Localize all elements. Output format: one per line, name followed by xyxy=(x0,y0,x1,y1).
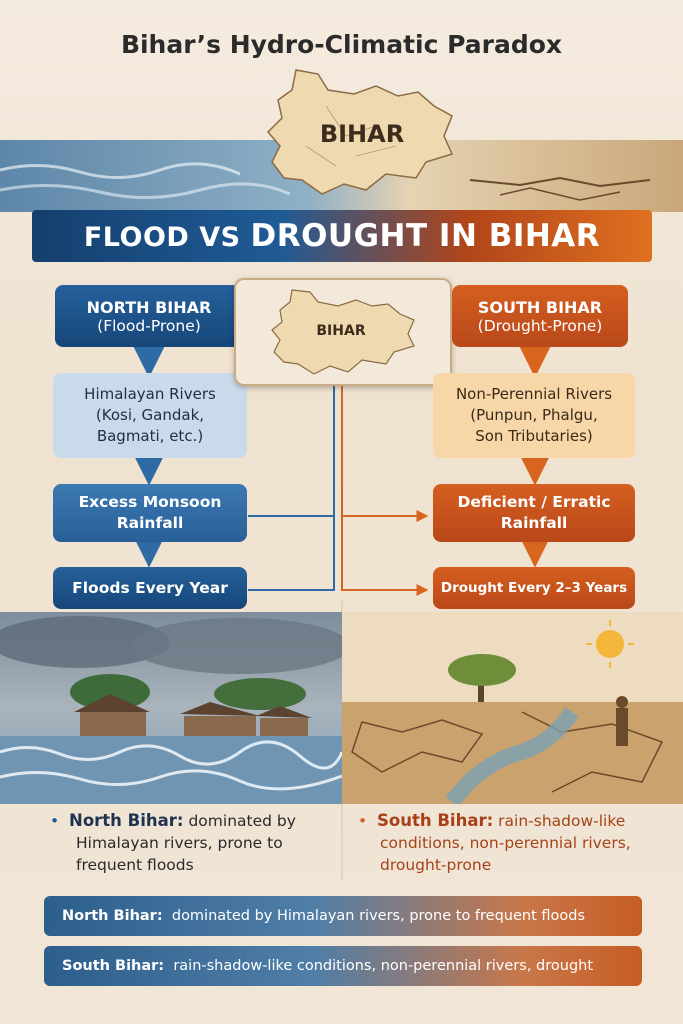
north-result-box xyxy=(53,567,247,609)
north-bullet-l3: frequent floods xyxy=(76,856,194,874)
south-rainfall-box xyxy=(433,484,635,542)
south-bullet-l1: rain-shadow-like xyxy=(498,812,626,830)
flood-illustration xyxy=(0,612,342,804)
south-bullet-label: South Bihar: xyxy=(377,811,494,830)
south-summary-bar xyxy=(44,946,642,986)
banner-part2: DROUGHT IN BIHAR xyxy=(250,218,601,254)
north-bullet-l2: Himalayan rivers, prone to xyxy=(76,834,283,852)
south-rivers-l2: (Punpun, Phalgu, xyxy=(470,406,598,424)
north-rain-l1: Excess Monsoon xyxy=(78,493,222,511)
north-bullet-label: North Bihar: xyxy=(69,811,184,830)
top-map-label: BIHAR xyxy=(319,120,405,148)
north-summary-label: North Bihar: xyxy=(62,908,163,924)
south-result-box xyxy=(433,567,635,609)
north-summary-bar xyxy=(44,896,642,936)
north-header-subtitle: (Flood-Prone) xyxy=(97,316,201,335)
drought-illustration xyxy=(342,612,683,804)
center-map-label: BIHAR xyxy=(316,323,366,339)
south-bullet-l2: conditions, non-perennial rivers, xyxy=(380,834,631,852)
north-summary-text: dominated by Himalayan rivers, prone to frequent floods xyxy=(171,908,586,924)
south-rivers-l3: Son Tributaries) xyxy=(475,427,593,445)
north-rivers-box xyxy=(53,373,247,458)
north-rainfall-box xyxy=(53,484,247,542)
south-header-subtitle: (Drought-Prone) xyxy=(477,316,603,335)
north-bullet-l1: dominated by xyxy=(188,812,296,830)
page-title: Bihar’s Hydro-Climatic Paradox xyxy=(120,30,563,59)
south-summary-text: rain-shadow-like conditions, non-perennial rivers, drought xyxy=(173,958,594,974)
north-header-title: NORTH BIHAR xyxy=(86,297,212,317)
south-bullet: • South Bihar: rain-shadow-like conditions, non-perennial rivers, drought-prone xyxy=(358,811,631,874)
north-result: Floods Every Year xyxy=(72,579,228,597)
north-rain-l2: Rainfall xyxy=(116,514,184,532)
north-bullet: • North Bihar: dominated by Himalayan rivers, prone to frequent floods xyxy=(50,811,296,874)
south-rivers-box xyxy=(433,373,635,458)
north-rivers-l3: Bagmati, etc.) xyxy=(96,427,204,445)
south-header-title: SOUTH BIHAR xyxy=(477,297,603,317)
south-bihar-header xyxy=(452,285,628,347)
south-bullet-l3: drought-prone xyxy=(380,856,492,874)
south-rivers-l1: Non-Perennial Rivers xyxy=(455,385,613,403)
south-summary-label: South Bihar: xyxy=(62,958,165,974)
south-rain-l1: Deficient / Erratic xyxy=(457,493,611,511)
north-bihar-header xyxy=(55,285,243,347)
center-map-card xyxy=(234,278,452,386)
banner-part1: FLOOD VS xyxy=(83,222,241,253)
north-rivers-l1: Himalayan Rivers xyxy=(84,385,216,403)
south-rain-l2: Rainfall xyxy=(500,514,568,532)
north-rivers-l2: (Kosi, Gandak, xyxy=(95,406,205,424)
south-result: Drought Every 2–3 Years xyxy=(440,580,628,596)
